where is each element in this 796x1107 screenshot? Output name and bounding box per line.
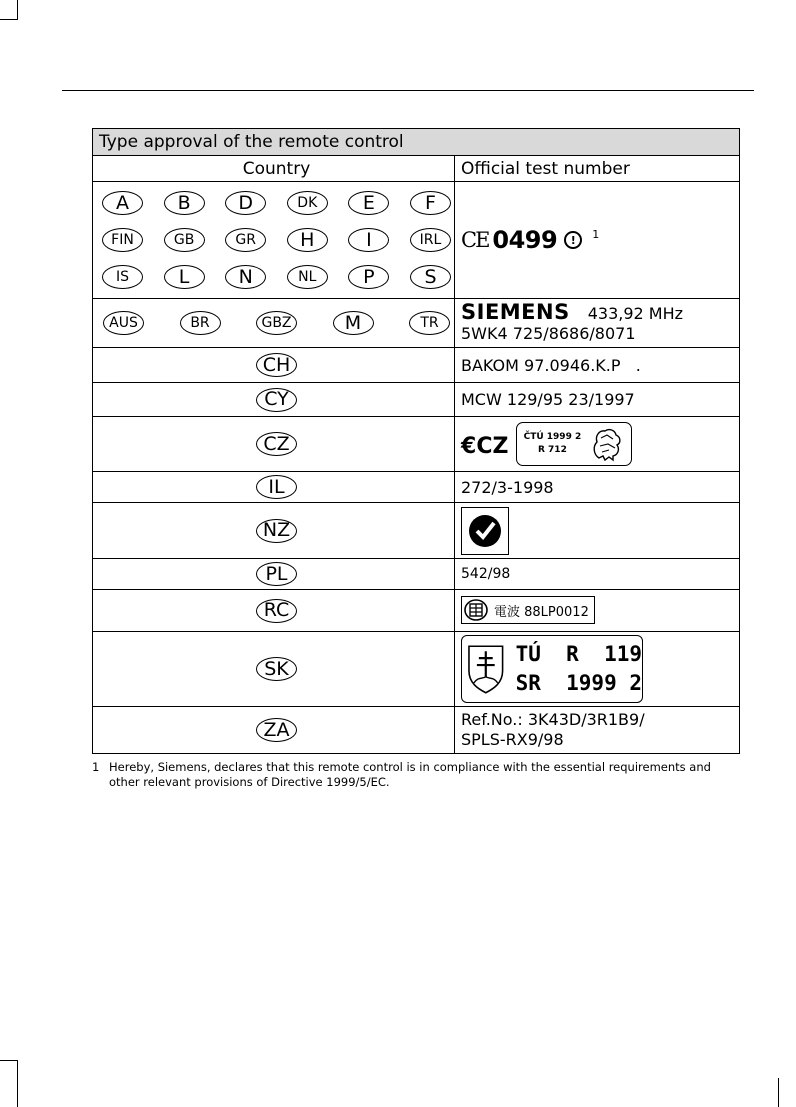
za-ref-line-1: Ref.No.: 3K43D/3R1B9/ bbox=[461, 710, 645, 729]
country-badge: TR bbox=[409, 311, 450, 335]
other-countries-cell bbox=[93, 299, 455, 348]
test-number-cell bbox=[455, 417, 740, 472]
country-badge: IL bbox=[256, 475, 297, 499]
footnote-number: 1 bbox=[92, 760, 100, 774]
rc-approval-label bbox=[461, 596, 595, 624]
sk-stamp-line-2: SR 1999 2 bbox=[515, 671, 642, 695]
country-badge: S bbox=[410, 265, 451, 289]
country-badge: A bbox=[102, 191, 143, 215]
country-badge: F bbox=[410, 191, 451, 215]
stamp-line-1: ČTÚ 1999 2 bbox=[523, 432, 582, 442]
crop-mark bbox=[17, 1060, 18, 1107]
country-badge: D bbox=[225, 191, 266, 215]
siemens-cell bbox=[455, 299, 740, 348]
siemens-frequency: 433,92 MHz bbox=[587, 304, 684, 323]
test-number-cell bbox=[455, 590, 740, 632]
country-badge: M bbox=[333, 311, 374, 335]
crop-mark bbox=[0, 1060, 18, 1061]
country-badge: BR bbox=[180, 311, 221, 335]
rc-approval-number: 電波 88LP0012 bbox=[494, 604, 589, 620]
eu-countries-cell bbox=[93, 182, 455, 299]
test-number-cell: 542/98 bbox=[455, 559, 740, 590]
header-official-test-number: Official test number bbox=[455, 156, 740, 182]
type-approval-table bbox=[92, 128, 740, 754]
crop-mark bbox=[17, 0, 18, 20]
country-badge: CZ bbox=[256, 432, 297, 456]
country-badge: ZA bbox=[256, 718, 297, 742]
header-country: Country bbox=[93, 156, 455, 182]
country-badge: L bbox=[164, 265, 205, 289]
crop-mark bbox=[0, 19, 18, 20]
ctu-approval-stamp bbox=[516, 422, 632, 466]
country-cell bbox=[93, 472, 455, 503]
country-badge: RC bbox=[256, 599, 297, 623]
siemens-brand: SIEMENS bbox=[461, 300, 570, 324]
country-cell bbox=[93, 707, 455, 754]
sk-approval-stamp bbox=[461, 635, 643, 703]
ce-mark-icon: CE bbox=[461, 228, 489, 252]
header-rule bbox=[62, 90, 754, 91]
country-badge: N bbox=[225, 265, 266, 289]
country-badge: CH bbox=[256, 353, 297, 377]
czech-lion-icon bbox=[587, 426, 625, 462]
country-badge: IRL bbox=[410, 228, 451, 252]
country-badge: GB bbox=[164, 228, 205, 252]
test-number-cell: BAKOM 97.0946.K.P . bbox=[455, 348, 740, 383]
siemens-part-number: 5WK4 725/8686/8071 bbox=[461, 324, 636, 343]
country-cell bbox=[93, 632, 455, 707]
country-badge: GR bbox=[225, 228, 266, 252]
test-number-cell bbox=[455, 503, 740, 559]
slovak-coat-of-arms-icon bbox=[466, 643, 506, 695]
country-badge: AUS bbox=[103, 311, 144, 335]
test-number-cell bbox=[455, 632, 740, 707]
country-badge: P bbox=[348, 265, 389, 289]
cz-approval-logo: €CZ bbox=[461, 433, 509, 459]
footnote bbox=[92, 760, 732, 790]
c-tick-mark-icon bbox=[461, 507, 509, 555]
sk-stamp-line-1: TÚ R 119 bbox=[515, 642, 642, 666]
ce-notified-body-number: 0499 bbox=[492, 226, 558, 254]
footnote-text: Hereby, Siemens, declares that this remote control is in compliance with the essential requirements and other relevant provisions of Directive 1999/5/EC. bbox=[109, 760, 711, 789]
country-cell bbox=[93, 559, 455, 590]
country-badge: NL bbox=[287, 265, 328, 289]
country-cell bbox=[93, 590, 455, 632]
country-badge: B bbox=[164, 191, 205, 215]
country-badge: I bbox=[348, 228, 389, 252]
country-badge: E bbox=[348, 191, 389, 215]
country-badge: GBZ bbox=[256, 311, 297, 335]
footnote-reference: 1 bbox=[592, 227, 600, 241]
test-number-cell: MCW 129/95 23/1997 bbox=[455, 383, 740, 417]
country-badge: DK bbox=[287, 191, 328, 215]
test-number-cell bbox=[455, 707, 740, 754]
eu-test-cell bbox=[455, 182, 740, 299]
rc-approval-icon bbox=[464, 599, 488, 621]
country-cell bbox=[93, 503, 455, 559]
za-ref-line-2: SPLS-RX9/98 bbox=[461, 730, 564, 749]
test-number-cell: 272/3-1998 bbox=[455, 472, 740, 503]
country-badge: IS bbox=[102, 265, 143, 289]
country-badge: CY bbox=[256, 388, 297, 412]
crop-mark bbox=[778, 1078, 779, 1107]
country-cell bbox=[93, 348, 455, 383]
stamp-line-2: R 712 bbox=[537, 445, 567, 455]
country-badge: FIN bbox=[102, 228, 143, 252]
country-cell bbox=[93, 383, 455, 417]
country-badge: H bbox=[287, 228, 328, 252]
country-badge: SK bbox=[256, 657, 297, 681]
alert-mark-icon: ! bbox=[564, 231, 582, 249]
table-title: Type approval of the remote control bbox=[93, 129, 740, 156]
country-badge: NZ bbox=[256, 519, 297, 543]
country-cell bbox=[93, 417, 455, 472]
country-badge: PL bbox=[256, 562, 297, 586]
